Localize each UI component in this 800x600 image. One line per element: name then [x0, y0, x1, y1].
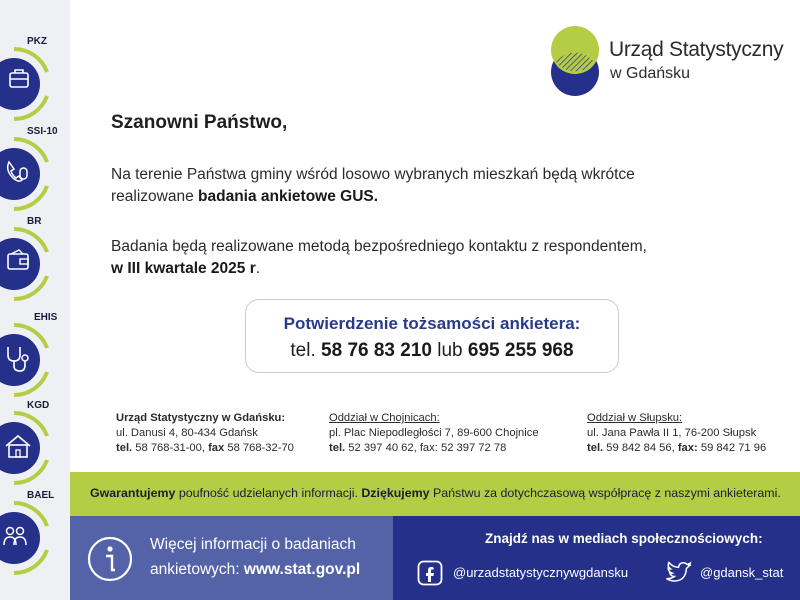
- paragraph-1: [111, 164, 635, 208]
- more-info-panel: [70, 516, 393, 600]
- twitter-handle[interactable]: @gdansk_stat: [700, 565, 784, 580]
- office-contact: tel. 59 842 84 56, fax: 59 842 71 96: [587, 442, 767, 454]
- office-logo: [549, 24, 794, 100]
- paragraph-2-line2: w III kwartale 2025 r.: [111, 260, 261, 277]
- survey-code: BAEL: [27, 490, 55, 501]
- survey-code: PKZ: [27, 36, 47, 47]
- phone-1[interactable]: 58 76 83 210: [321, 340, 432, 361]
- office-contact: tel. 58 768-31-00, fax 58 768-32-70: [116, 442, 294, 454]
- survey-period: w III kwartale 2025 r: [111, 260, 256, 277]
- survey-code: KGD: [27, 400, 50, 411]
- paragraph-2: [111, 236, 647, 280]
- survey-code: SSI-10: [27, 126, 58, 137]
- office-name: Urząd Statystyczny w Gdańsku:: [116, 412, 286, 424]
- survey-br: [0, 216, 70, 306]
- logo-mark-icon: [549, 24, 605, 100]
- people-icon: [0, 498, 54, 578]
- identity-confirm-phones: tel. 58 76 83 210 lub 695 255 968: [290, 340, 574, 361]
- logo-line1: Urząd Statystyczny: [609, 38, 784, 61]
- facebook-handle[interactable]: @urzadstatystycznywgdansku: [453, 565, 629, 580]
- office-chojnice: [329, 411, 539, 456]
- survey-kgd: [0, 400, 70, 490]
- office-name: Oddział w Chojnicach:: [329, 412, 440, 424]
- survey-code: EHIS: [34, 312, 58, 323]
- greeting: Szanowni Państwo,: [111, 112, 288, 133]
- wallet-icon: [0, 224, 54, 304]
- identity-confirm-title: Potwierdzenie tożsamości ankietera:: [283, 314, 581, 333]
- phone-2[interactable]: 695 255 968: [467, 340, 574, 361]
- social-title: Znajdź nas w mediach społecznościowych:: [485, 531, 763, 546]
- paragraph-2-line1: Badania będą realizowane metodą bezpośredniego kontaktu z respondentem,: [111, 238, 647, 255]
- social-media-panel: [393, 516, 800, 600]
- more-info-line2: ankietowych: www.stat.gov.pl: [150, 561, 361, 578]
- stethoscope-icon: [0, 320, 54, 400]
- office-address: ul. Danusi 4, 80-434 Gdańsk: [116, 427, 258, 439]
- survey-code: BR: [27, 216, 42, 227]
- twitter-icon[interactable]: [665, 560, 693, 586]
- phone-mouse-icon: [0, 134, 54, 214]
- info-icon: [86, 535, 134, 583]
- office-address: ul. Jana Pawła II 1, 76-200 Słupsk: [587, 427, 757, 439]
- survey-sidebar: [0, 0, 70, 600]
- paragraph-1-line1: Na terenie Państwa gminy wśród losowo wybranych mieszkań będą wkrótce: [111, 166, 635, 183]
- survey-bael: [0, 490, 70, 580]
- office-slupsk: [587, 411, 766, 456]
- office-gdansk: [116, 411, 294, 456]
- banner-text: Gwarantujemy poufność udzielanych informacji. Dziękujemy Państwu za dotychczasową współpracę z naszymi ankieterami.: [90, 486, 781, 500]
- survey-name: badania ankietowe GUS.: [198, 188, 379, 205]
- office-contact: tel. 52 397 40 62, fax: 52 397 72 78: [329, 442, 507, 454]
- facebook-icon[interactable]: [417, 560, 443, 586]
- identity-confirm-box: [245, 299, 619, 373]
- logo-line2: w Gdańsku: [610, 65, 691, 82]
- office-name: Oddział w Słupsku:: [587, 412, 683, 424]
- confidentiality-banner: [70, 472, 800, 516]
- survey-ssi-10: [0, 126, 70, 216]
- survey-ehis: [0, 312, 70, 402]
- paragraph-1-line2: realizowane badania ankietowe GUS.: [111, 188, 379, 205]
- survey-pkz: [0, 36, 70, 126]
- website-link[interactable]: www.stat.gov.pl: [243, 561, 361, 578]
- more-info-line1: Więcej informacji o badaniach: [150, 536, 356, 553]
- house-icon: [0, 408, 54, 488]
- suitcase-icon: [0, 44, 54, 124]
- office-address: pl. Plac Niepodległości 7, 89-600 Chojnice: [329, 427, 539, 439]
